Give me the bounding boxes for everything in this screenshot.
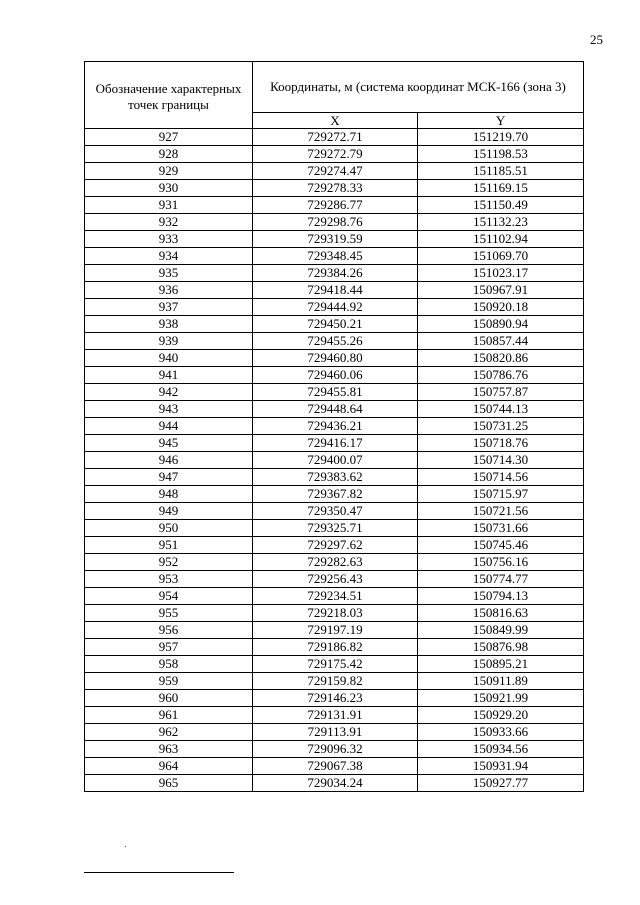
y-coordinate-cell: 151219.70 [418,129,584,146]
x-coordinate-cell: 729282.63 [253,554,418,571]
y-coordinate-cell: 150857.44 [418,333,584,350]
point-id-cell: 934 [85,248,253,265]
point-id-cell: 963 [85,741,253,758]
table-row [85,605,584,622]
point-id-cell: 953 [85,571,253,588]
y-coordinate-cell: 151102.94 [418,231,584,248]
table-row [85,197,584,214]
point-id-cell: 944 [85,418,253,435]
table-row [85,707,584,724]
x-column-header: X [253,113,418,129]
table-row [85,350,584,367]
x-coordinate-cell: 729131.91 [253,707,418,724]
table-row [85,231,584,248]
x-coordinate-cell: 729113.91 [253,724,418,741]
table-row [85,163,584,180]
table-row [85,486,584,503]
y-coordinate-cell: 150929.20 [418,707,584,724]
x-coordinate-cell: 729256.43 [253,571,418,588]
x-coordinate-cell: 729234.51 [253,588,418,605]
table-row [85,282,584,299]
table-row [85,690,584,707]
point-id-cell: 928 [85,146,253,163]
x-coordinate-cell: 729448.64 [253,401,418,418]
point-id-cell: 936 [85,282,253,299]
y-coordinate-cell: 150934.56 [418,741,584,758]
point-id-cell: 950 [85,520,253,537]
table-row [85,367,584,384]
y-coordinate-cell: 150718.76 [418,435,584,452]
x-coordinate-cell: 729159.82 [253,673,418,690]
x-coordinate-cell: 729450.21 [253,316,418,333]
y-coordinate-cell: 150933.66 [418,724,584,741]
table-row [85,248,584,265]
table-row [85,741,584,758]
point-id-cell: 942 [85,384,253,401]
x-coordinate-cell: 729218.03 [253,605,418,622]
table-row [85,299,584,316]
table-row [85,401,584,418]
x-coordinate-cell: 729460.06 [253,367,418,384]
table-row [85,452,584,469]
point-id-cell: 957 [85,639,253,656]
x-coordinate-cell: 729286.77 [253,197,418,214]
page-number: 25 [590,32,603,47]
x-coordinate-cell: 729383.62 [253,469,418,486]
table-row [85,758,584,775]
point-id-cell: 960 [85,690,253,707]
y-coordinate-cell: 150921.99 [418,690,584,707]
y-coordinate-cell: 150820.86 [418,350,584,367]
x-coordinate-cell: 729418.44 [253,282,418,299]
y-column-header: Y [418,113,584,129]
point-id-cell: 964 [85,758,253,775]
table-row [85,214,584,231]
x-coordinate-cell: 729067.38 [253,758,418,775]
x-coordinate-cell: 729034.24 [253,775,418,792]
coordinates-table [84,61,584,792]
y-coordinate-cell: 150816.63 [418,605,584,622]
table-row [85,639,584,656]
table-row [85,265,584,282]
x-coordinate-cell: 729274.47 [253,163,418,180]
x-coordinate-cell: 729444.92 [253,299,418,316]
point-id-cell: 959 [85,673,253,690]
y-coordinate-cell: 150876.98 [418,639,584,656]
x-coordinate-cell: 729455.81 [253,384,418,401]
y-coordinate-cell: 150911.89 [418,673,584,690]
table-row [85,571,584,588]
point-id-cell: 948 [85,486,253,503]
table-row [85,622,584,639]
y-coordinate-cell: 150895.21 [418,656,584,673]
point-id-cell: 940 [85,350,253,367]
x-coordinate-cell: 729367.82 [253,486,418,503]
table-row [85,656,584,673]
y-coordinate-cell: 151132.23 [418,214,584,231]
point-id-cell: 956 [85,622,253,639]
point-id-cell: 943 [85,401,253,418]
x-coordinate-cell: 729272.79 [253,146,418,163]
y-coordinate-cell: 150731.25 [418,418,584,435]
y-coordinate-cell: 150794.13 [418,588,584,605]
table-row [85,418,584,435]
point-id-cell: 939 [85,333,253,350]
table-header [85,62,584,129]
x-coordinate-cell: 729455.26 [253,333,418,350]
x-coordinate-cell: 729197.19 [253,622,418,639]
table-row [85,520,584,537]
point-label-header: Обозначение характерных точек границы [85,62,253,129]
x-coordinate-cell: 729400.07 [253,452,418,469]
x-coordinate-cell: 729325.71 [253,520,418,537]
table-row [85,775,584,792]
point-id-cell: 932 [85,214,253,231]
table-row [85,129,584,146]
point-id-cell: 937 [85,299,253,316]
y-coordinate-cell: 151069.70 [418,248,584,265]
table-row [85,333,584,350]
table-row [85,146,584,163]
x-coordinate-cell: 729278.33 [253,180,418,197]
table-row [85,588,584,605]
y-coordinate-cell: 150967.91 [418,282,584,299]
y-coordinate-cell: 150731.66 [418,520,584,537]
y-coordinate-cell: 150756.16 [418,554,584,571]
y-coordinate-cell: 150849.99 [418,622,584,639]
x-coordinate-cell: 729096.32 [253,741,418,758]
point-id-cell: 955 [85,605,253,622]
y-coordinate-cell: 151023.17 [418,265,584,282]
y-coordinate-cell: 150714.30 [418,452,584,469]
x-coordinate-cell: 729186.82 [253,639,418,656]
y-coordinate-cell: 150715.97 [418,486,584,503]
x-coordinate-cell: 729460.80 [253,350,418,367]
point-id-cell: 961 [85,707,253,724]
point-id-cell: 941 [85,367,253,384]
point-id-cell: 933 [85,231,253,248]
y-coordinate-cell: 150890.94 [418,316,584,333]
y-coordinate-cell: 150721.56 [418,503,584,520]
x-coordinate-cell: 729272.71 [253,129,418,146]
point-id-cell: 938 [85,316,253,333]
table-row [85,554,584,571]
scan-speck [125,846,126,847]
y-coordinate-cell: 151169.15 [418,180,584,197]
y-coordinate-cell: 150931.94 [418,758,584,775]
point-id-cell: 946 [85,452,253,469]
y-coordinate-cell: 151198.53 [418,146,584,163]
point-id-cell: 965 [85,775,253,792]
y-coordinate-cell: 150774.77 [418,571,584,588]
table-row [85,435,584,452]
y-coordinate-cell: 151150.49 [418,197,584,214]
footnote-separator [84,872,234,873]
x-coordinate-cell: 729436.21 [253,418,418,435]
table-body [85,129,584,792]
x-coordinate-cell: 729297.62 [253,537,418,554]
y-coordinate-cell: 151185.51 [418,163,584,180]
point-id-cell: 962 [85,724,253,741]
x-coordinate-cell: 729319.59 [253,231,418,248]
table-row [85,469,584,486]
coords-label-header: Координаты, м (система координат МСК-166 (зона 3) [253,62,584,113]
y-coordinate-cell: 150757.87 [418,384,584,401]
x-coordinate-cell: 729350.47 [253,503,418,520]
table-row [85,724,584,741]
x-coordinate-cell: 729175.42 [253,656,418,673]
table-row [85,384,584,401]
y-coordinate-cell: 150786.76 [418,367,584,384]
y-coordinate-cell: 150745.46 [418,537,584,554]
point-id-cell: 951 [85,537,253,554]
point-id-cell: 945 [85,435,253,452]
table-row [85,537,584,554]
point-id-cell: 931 [85,197,253,214]
point-id-cell: 935 [85,265,253,282]
point-id-cell: 952 [85,554,253,571]
point-id-cell: 929 [85,163,253,180]
point-id-cell: 947 [85,469,253,486]
table-row [85,503,584,520]
point-id-cell: 930 [85,180,253,197]
table-row [85,673,584,690]
x-coordinate-cell: 729146.23 [253,690,418,707]
point-id-cell: 927 [85,129,253,146]
y-coordinate-cell: 150714.56 [418,469,584,486]
point-id-cell: 958 [85,656,253,673]
y-coordinate-cell: 150927.77 [418,775,584,792]
x-coordinate-cell: 729384.26 [253,265,418,282]
table-row [85,180,584,197]
x-coordinate-cell: 729416.17 [253,435,418,452]
point-id-cell: 954 [85,588,253,605]
point-id-cell: 949 [85,503,253,520]
y-coordinate-cell: 150744.13 [418,401,584,418]
x-coordinate-cell: 729348.45 [253,248,418,265]
x-coordinate-cell: 729298.76 [253,214,418,231]
table-row [85,316,584,333]
y-coordinate-cell: 150920.18 [418,299,584,316]
